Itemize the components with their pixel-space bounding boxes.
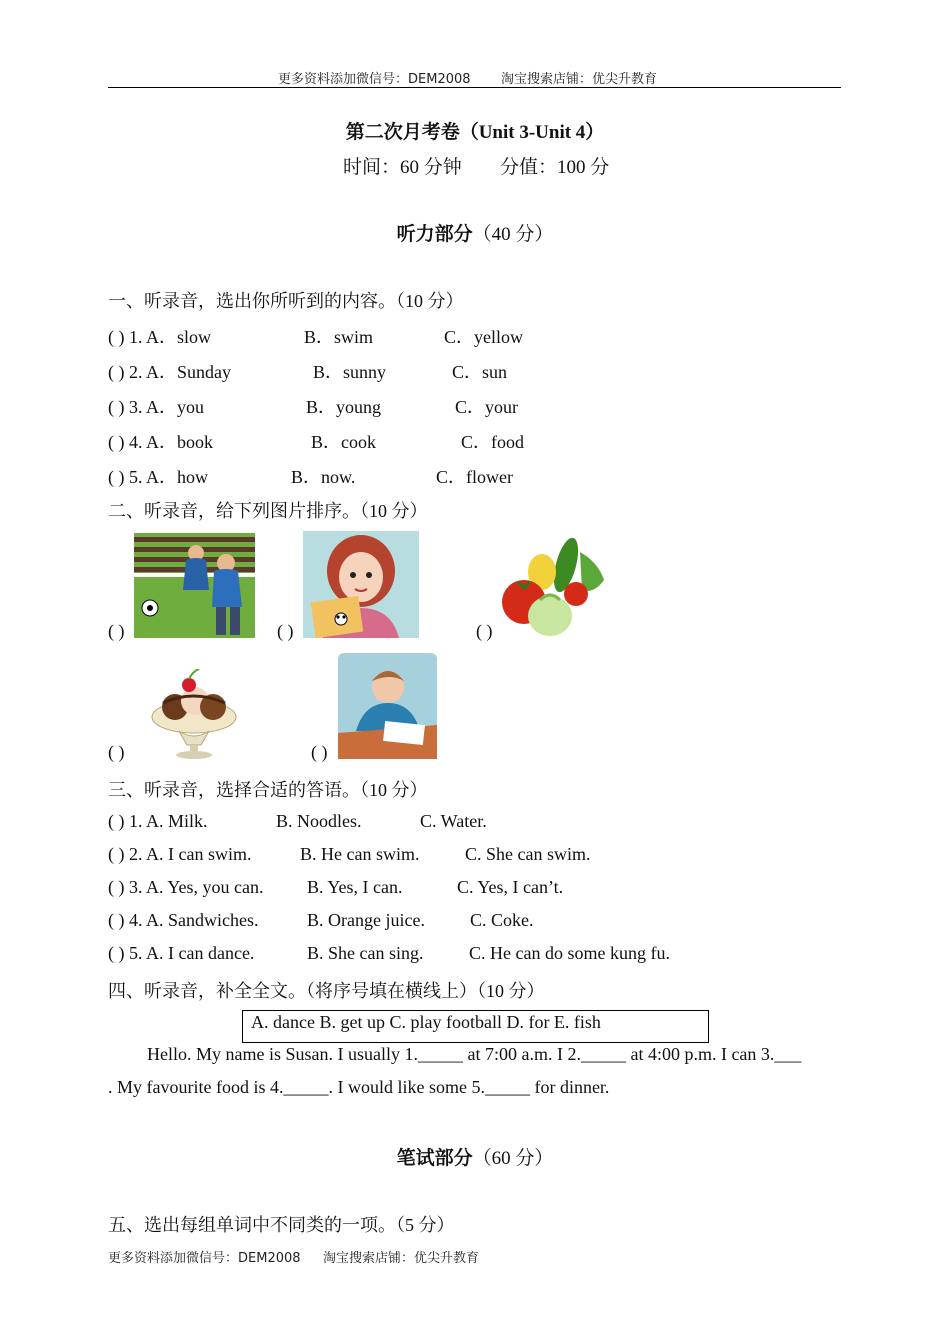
score-info: 分值：100 分 xyxy=(500,157,610,178)
q5-title: 五、选出每组单词中不同类的一项。（5 分） xyxy=(108,1215,455,1235)
q2-bracket-3: ( ) xyxy=(476,621,493,641)
q1-item-5-a: ( ) 5. A．how xyxy=(108,467,208,487)
q3-item-3-b: B. Yes, I can. xyxy=(307,877,403,897)
writing-heading xyxy=(0,1143,950,1170)
q2-bracket-1: ( ) xyxy=(108,621,125,641)
listening-heading-bold: 听力部分 xyxy=(396,224,473,245)
q3-item-4-b: B. Orange juice. xyxy=(307,910,425,930)
q3-item-1-b: B. Noodles. xyxy=(276,811,362,831)
q1-item-2-c: C．sun xyxy=(452,362,508,382)
q3-item-5-a: ( ) 5. A. I can dance. xyxy=(108,943,255,963)
q3-item-1-a: ( ) 1. A. Milk. xyxy=(108,811,208,831)
q3-item-5-b: B. She can sing. xyxy=(307,943,424,963)
footer-shop: 淘宝搜索店铺：优尖升教育 xyxy=(323,1251,480,1266)
q1-item-1-a: ( ) 1. A．slow xyxy=(108,327,211,347)
page-title: 第二次月考卷（Unit 3-Unit 4） xyxy=(345,122,605,143)
time-info: 时间：60 分钟 xyxy=(343,157,462,178)
header-wechat: 更多资料添加微信号：DEM2008 xyxy=(278,72,471,87)
q1-item-3-a: ( ) 3. A．you xyxy=(108,397,204,417)
listening-heading xyxy=(0,219,950,246)
q1-item-1-c: C．yellow xyxy=(444,327,523,347)
girl-reading-picture xyxy=(303,531,419,638)
boy-writing-picture xyxy=(338,653,437,759)
q3-item-2-b: B. He can swim. xyxy=(300,844,420,864)
q3-item-5-c: C. He can do some kung fu. xyxy=(469,943,670,963)
q1-item-2-b: B．sunny xyxy=(313,362,387,382)
q3-item-3-a: ( ) 3. A. Yes, you can. xyxy=(108,877,264,897)
q1-item-2-a: ( ) 2. A．Sunday xyxy=(108,362,231,382)
q3-item-4-c: C. Coke. xyxy=(470,910,534,930)
football-players-picture xyxy=(134,533,255,638)
writing-heading-bold: 笔试部分 xyxy=(396,1148,473,1169)
q1-item-5-c: C．flower xyxy=(436,467,513,487)
q3-item-3-c: C. Yes, I can’t. xyxy=(457,877,564,897)
vegetables-picture xyxy=(500,530,606,638)
q1-title: 一、听录音，选出你所听到的内容。（10 分） xyxy=(108,291,464,311)
q1-item-3-b: B．young xyxy=(306,397,382,417)
word-bank-text: A. dance B. get up C. play football D. for E. fish xyxy=(251,1012,601,1032)
q1-item-4-a: ( ) 4. A．book xyxy=(108,432,213,452)
q3-item-1-c: C. Water. xyxy=(420,811,487,831)
q4-passage-line-2: . My favourite food is 4._____. I would like some 5._____ for dinner. xyxy=(108,1077,610,1097)
q3-item-2-c: C. She can swim. xyxy=(465,844,591,864)
q1-item-4-b: B．cook xyxy=(311,432,376,452)
header-shop: 淘宝搜索店铺：优尖升教育 xyxy=(501,72,658,87)
q2-bracket-5: ( ) xyxy=(311,742,328,762)
q1-item-5-b: B．now. xyxy=(291,467,356,487)
q3-title: 三、听录音，选择合适的答语。（10 分） xyxy=(108,780,428,800)
q4-title: 四、听录音，补全全文。（将序号填在横线上）（10 分） xyxy=(108,981,545,1001)
q1-item-4-c: C．food xyxy=(461,432,524,452)
listening-heading-score: （40 分） xyxy=(472,224,554,245)
writing-heading-score: （60 分） xyxy=(472,1148,554,1169)
q1-item-3-c: C．your xyxy=(455,397,518,417)
q2-bracket-4: ( ) xyxy=(108,742,125,762)
footer-wechat: 更多资料添加微信号：DEM2008 xyxy=(108,1251,301,1266)
q3-item-2-a: ( ) 2. A. I can swim. xyxy=(108,844,252,864)
q3-item-4-a: ( ) 4. A. Sandwiches. xyxy=(108,910,259,930)
q2-bracket-2: ( ) xyxy=(277,621,294,641)
ice-cream-picture xyxy=(149,669,239,759)
header-rule xyxy=(108,87,841,88)
q4-passage-line-1: Hello. My name is Susan. I usually 1._____ at 7:00 a.m. I 2._____ at 4:00 p.m. I can 3.___ xyxy=(147,1044,802,1064)
q2-title: 二、听录音，给下列图片排序。（10 分） xyxy=(108,501,428,521)
q1-item-1-b: B．swim xyxy=(304,327,374,347)
